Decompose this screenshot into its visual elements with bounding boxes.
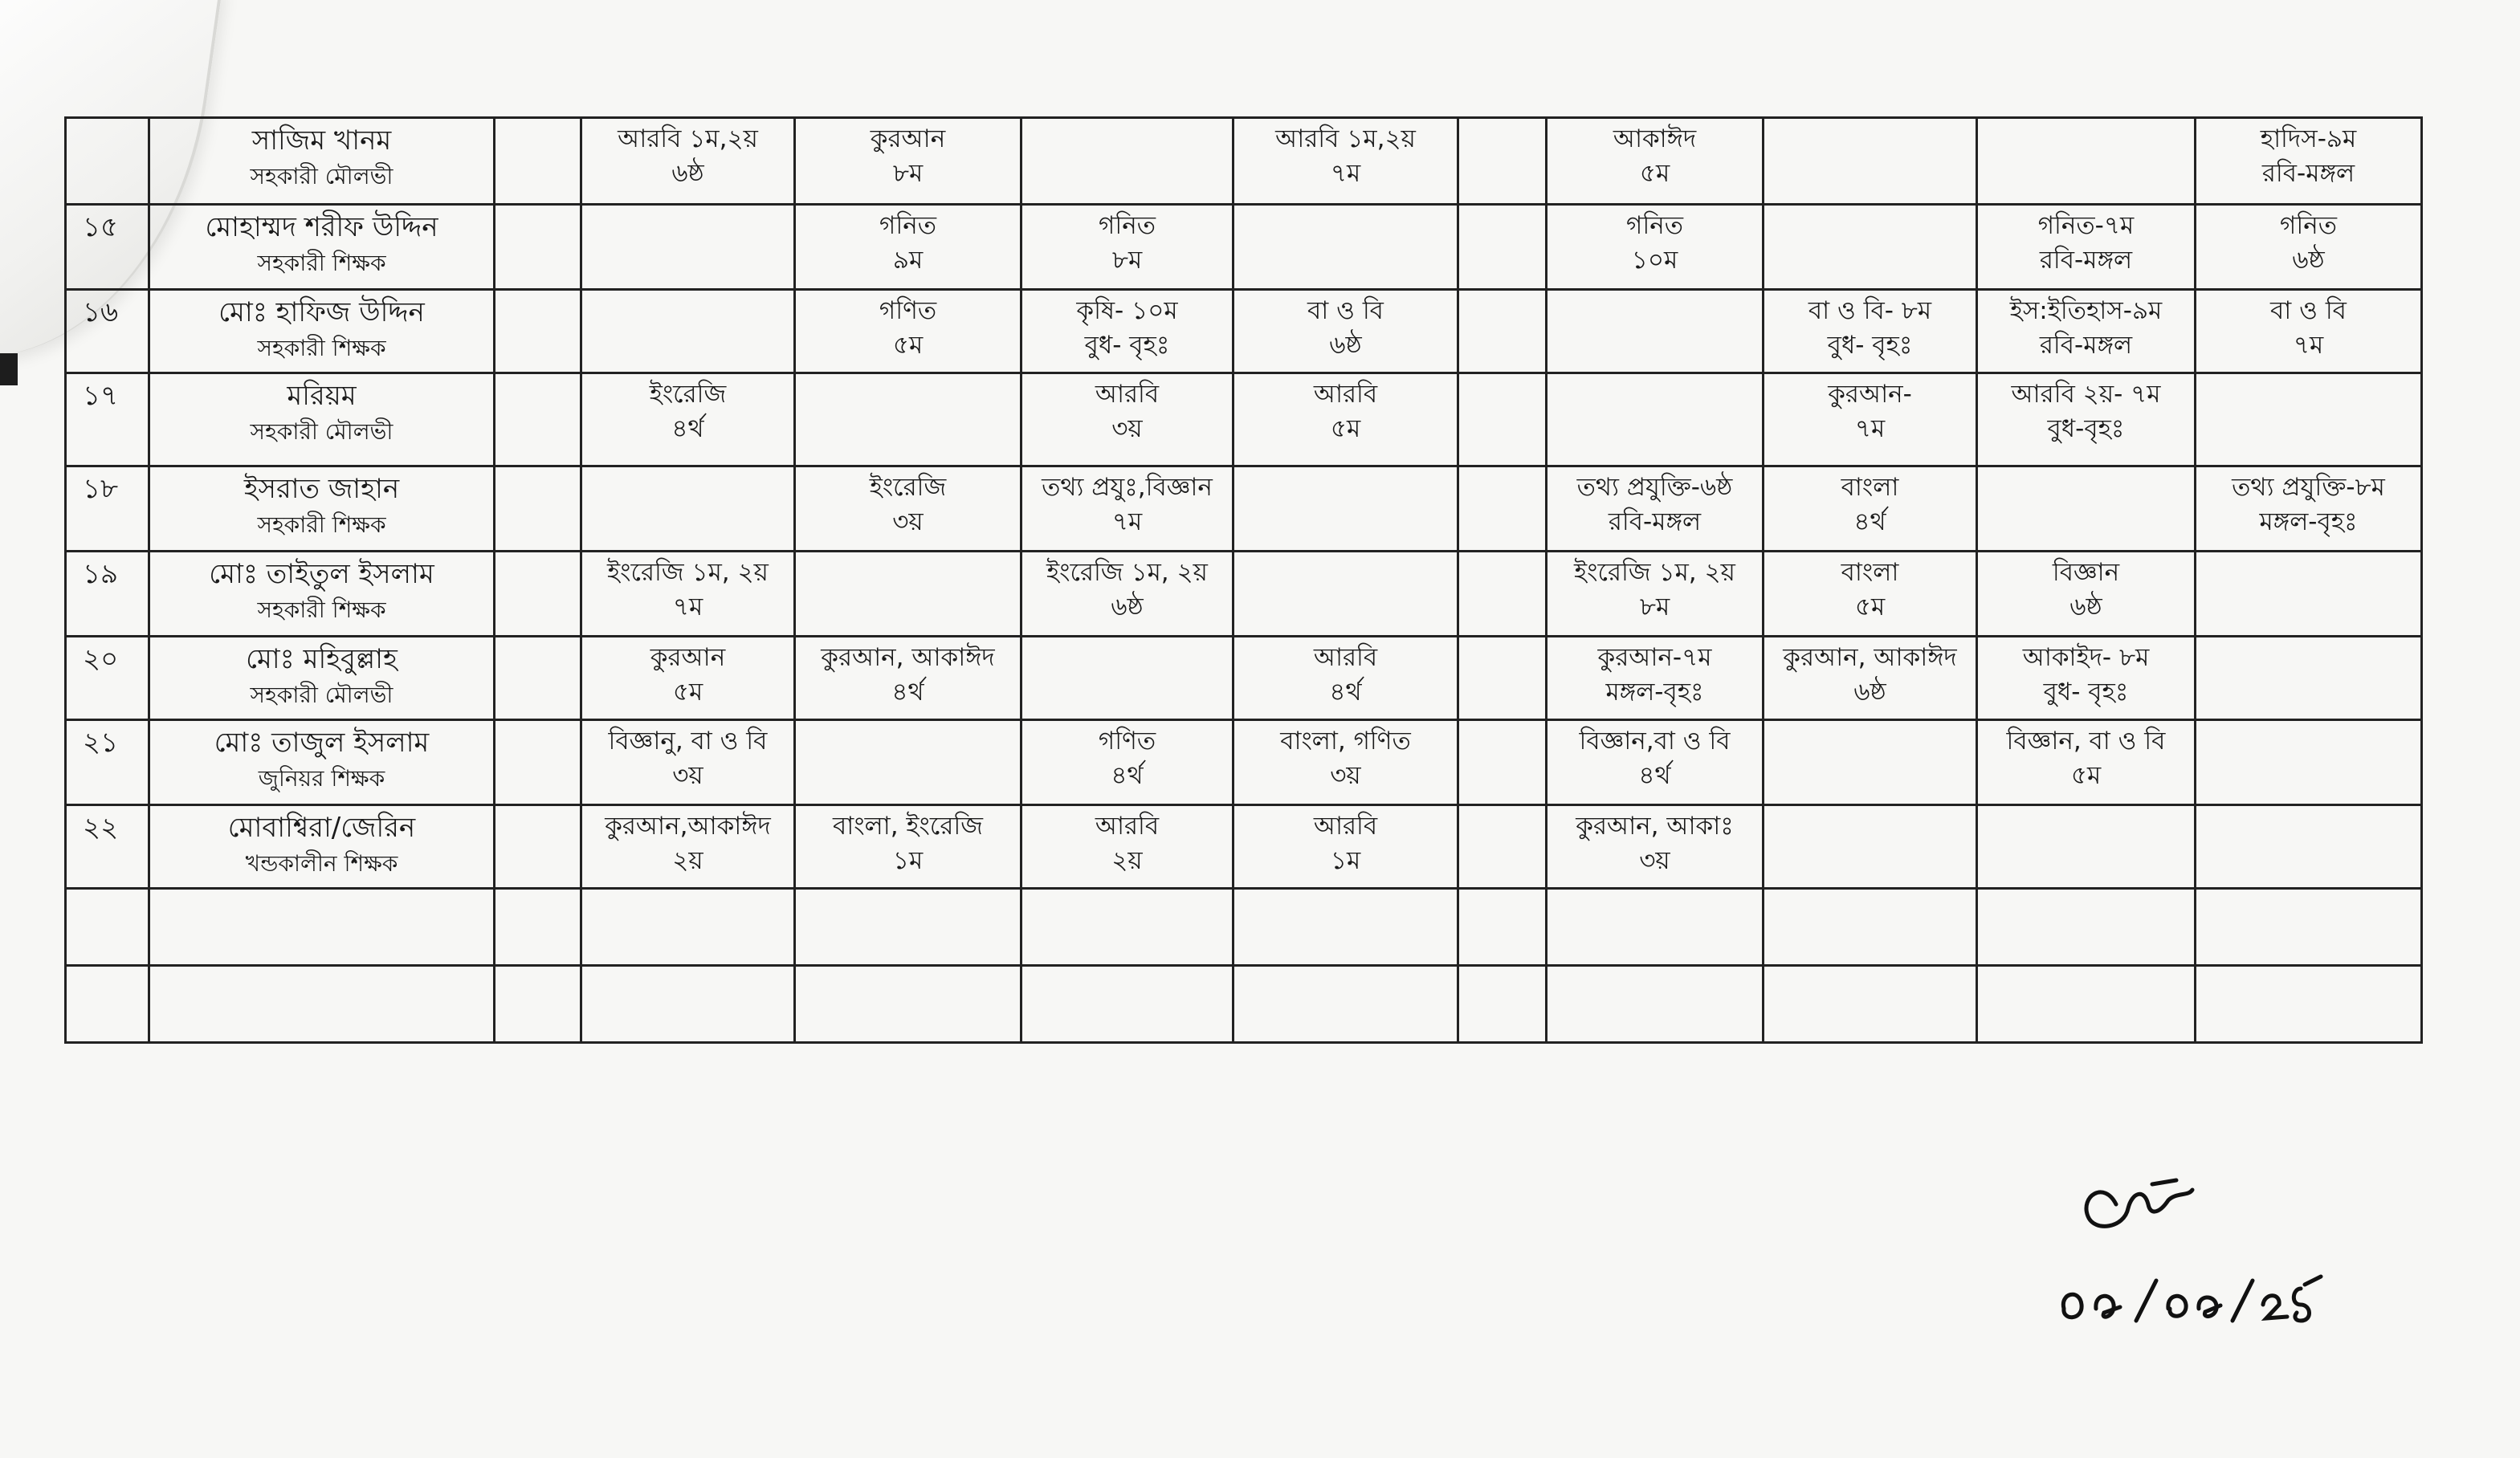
period-cell bbox=[1021, 118, 1233, 205]
subject-text: কুরআন, আকাঃ bbox=[1576, 812, 1734, 841]
period-cell bbox=[1547, 720, 1764, 805]
period-cell bbox=[581, 466, 795, 552]
class-text: ১ম bbox=[1330, 846, 1361, 876]
subject-text: আরবি bbox=[1095, 380, 1160, 409]
period-cell bbox=[2196, 637, 2422, 720]
period-cell bbox=[1233, 466, 1458, 552]
break-column-cell bbox=[495, 805, 581, 889]
period-cell bbox=[795, 290, 1021, 373]
class-text: ৫ম bbox=[1330, 414, 1361, 444]
serial-cell: ২০ bbox=[66, 637, 149, 720]
teacher-name: মোঃ তাজুল ইসলাম bbox=[214, 727, 430, 759]
period-cell bbox=[1021, 805, 1233, 889]
subject-text: তথ্য প্রযুক্তি-৬ষ্ঠ bbox=[1576, 473, 1733, 502]
subject-text: আরবি ১ম,২য় bbox=[1275, 124, 1416, 153]
subject-text: গনিত bbox=[1626, 211, 1683, 240]
period-cell bbox=[2196, 966, 2422, 1043]
period-cell bbox=[1764, 373, 1977, 466]
subject-text: ইংরেজি bbox=[869, 473, 947, 502]
teacher-cell bbox=[149, 552, 495, 637]
dark-edge-mark bbox=[0, 353, 18, 385]
class-text: ৬ষ্ঠ bbox=[1111, 593, 1144, 622]
teacher-designation: জুনিয়র শিক্ষক bbox=[258, 764, 385, 792]
period-cell bbox=[795, 720, 1021, 805]
subject-text: আকাইদ- ৮ম bbox=[2022, 643, 2150, 672]
period-cell bbox=[1547, 373, 1764, 466]
subject-text: কুরআন- bbox=[1828, 380, 1912, 409]
period-cell bbox=[1977, 373, 2196, 466]
teacher-cell bbox=[149, 118, 495, 205]
class-text: ৩য় bbox=[1639, 846, 1670, 876]
subject-text: আরবি ২য়- ৭ম bbox=[2011, 380, 2161, 409]
class-text: বুধ- বৃহঃ bbox=[1827, 331, 1913, 360]
break-column-cell bbox=[495, 552, 581, 637]
break-column-cell bbox=[1458, 805, 1547, 889]
period-cell bbox=[1547, 805, 1764, 889]
class-text: রবি-মঙ্গল bbox=[2261, 159, 2355, 189]
class-text: ৯ম bbox=[892, 246, 924, 275]
serial-cell bbox=[66, 118, 149, 205]
teacher-name: মোহাম্মদ শরীফ উদ্দিন bbox=[205, 211, 438, 243]
subject-text: গনিত bbox=[879, 211, 936, 240]
class-text: ৬ষ্ঠ bbox=[1853, 678, 1886, 707]
period-cell bbox=[1233, 720, 1458, 805]
teacher-cell bbox=[149, 637, 495, 720]
period-cell bbox=[1233, 966, 1458, 1043]
period-cell bbox=[581, 637, 795, 720]
table-row bbox=[66, 205, 2422, 290]
subject-text: ইংরেজি ১ম, ২য় bbox=[1574, 558, 1735, 587]
period-cell bbox=[1547, 466, 1764, 552]
class-text: ২য় bbox=[672, 846, 703, 876]
class-text: ১ম bbox=[892, 846, 924, 876]
class-text: ৪র্থ bbox=[671, 414, 704, 444]
period-cell bbox=[1977, 889, 2196, 966]
class-text: ৪র্থ bbox=[1329, 678, 1362, 707]
break-column-cell bbox=[1458, 720, 1547, 805]
period-cell bbox=[795, 805, 1021, 889]
break-column-cell bbox=[1458, 466, 1547, 552]
class-text: ৫ম bbox=[672, 678, 703, 707]
period-cell bbox=[2196, 205, 2422, 290]
period-cell bbox=[795, 373, 1021, 466]
period-cell bbox=[2196, 118, 2422, 205]
class-text: ৫ম bbox=[892, 331, 924, 360]
period-cell bbox=[795, 118, 1021, 205]
period-cell bbox=[795, 466, 1021, 552]
class-text: বুধ- বৃহঃ bbox=[1084, 331, 1170, 360]
period-cell bbox=[1233, 637, 1458, 720]
class-text: ৬ষ্ঠ bbox=[671, 159, 704, 189]
class-text: ১০ম bbox=[1631, 246, 1678, 275]
teacher-designation: সহকারী শিক্ষক bbox=[257, 249, 386, 276]
period-cell bbox=[581, 205, 795, 290]
period-cell bbox=[2196, 373, 2422, 466]
class-text: ৮ম bbox=[1639, 593, 1670, 622]
class-text: ৭ম bbox=[1111, 507, 1143, 537]
subject-text: ইংরেজি bbox=[649, 380, 727, 409]
period-cell bbox=[1764, 720, 1977, 805]
subject-text: আরবি ১ম,২য় bbox=[618, 124, 758, 153]
class-text: ৪র্থ bbox=[1853, 507, 1886, 537]
class-text: মঙ্গল-বৃহঃ bbox=[1605, 678, 1704, 707]
period-cell bbox=[581, 118, 795, 205]
teacher-cell bbox=[149, 205, 495, 290]
period-cell bbox=[1764, 637, 1977, 720]
break-column-cell bbox=[1458, 205, 1547, 290]
subject-text: কুরআন bbox=[650, 643, 726, 672]
serial-cell: ২২ bbox=[66, 805, 149, 889]
break-column-cell bbox=[495, 205, 581, 290]
table-row bbox=[66, 466, 2422, 552]
period-cell bbox=[1977, 205, 2196, 290]
period-cell bbox=[1764, 205, 1977, 290]
table-row bbox=[66, 373, 2422, 466]
break-column-cell bbox=[1458, 552, 1547, 637]
subject-text: কুরআন, আকাঈদ bbox=[1783, 643, 1957, 672]
period-cell bbox=[1764, 889, 1977, 966]
table-row bbox=[66, 720, 2422, 805]
subject-text: ইংরেজি ১ম, ২য় bbox=[607, 558, 769, 587]
subject-text: কুরআন, আকাঈদ bbox=[821, 643, 995, 672]
teacher-name: সাজিম খানম bbox=[251, 124, 392, 157]
period-cell bbox=[1764, 966, 1977, 1043]
subject-text: বা ও বি bbox=[1307, 296, 1384, 325]
class-text: ৩য় bbox=[892, 507, 924, 537]
period-cell bbox=[2196, 720, 2422, 805]
subject-text: গনিত bbox=[1099, 211, 1156, 240]
subject-text: গণিত bbox=[879, 296, 937, 325]
subject-text: আরবি bbox=[1313, 380, 1378, 409]
class-text: ৪র্থ bbox=[1111, 761, 1144, 791]
teacher-cell bbox=[149, 966, 495, 1043]
period-cell bbox=[1547, 205, 1764, 290]
subject-text: তথ্য প্রযুঃ,বিজ্ঞান bbox=[1042, 473, 1213, 502]
class-routine-table bbox=[64, 116, 2423, 1044]
serial-cell: ১৮ bbox=[66, 466, 149, 552]
period-cell bbox=[1021, 889, 1233, 966]
class-text: ২য় bbox=[1111, 846, 1143, 876]
period-cell bbox=[1547, 290, 1764, 373]
teacher-cell bbox=[149, 290, 495, 373]
teacher-name: মোবাশ্বিরা/জেরিন bbox=[227, 812, 416, 844]
subject-text: আরবি bbox=[1313, 812, 1378, 841]
break-column-cell bbox=[1458, 290, 1547, 373]
break-column-cell bbox=[495, 720, 581, 805]
class-text: ৭ম bbox=[672, 593, 703, 622]
break-column-cell bbox=[1458, 966, 1547, 1043]
table-row bbox=[66, 966, 2422, 1043]
class-text: ৭ম bbox=[1330, 159, 1361, 189]
teacher-designation: সহকারী শিক্ষক bbox=[257, 596, 386, 623]
break-column-cell bbox=[495, 466, 581, 552]
subject-text: বিজ্ঞান,বা ও বি bbox=[1579, 727, 1731, 755]
break-column-cell bbox=[495, 966, 581, 1043]
class-text: ৪র্থ bbox=[1638, 761, 1671, 791]
class-text: ৭ম bbox=[2293, 331, 2324, 360]
table-row bbox=[66, 637, 2422, 720]
teacher-cell bbox=[149, 889, 495, 966]
period-cell bbox=[1977, 118, 2196, 205]
class-text: ৭ম bbox=[1854, 414, 1886, 444]
period-cell bbox=[1021, 373, 1233, 466]
period-cell bbox=[2196, 466, 2422, 552]
period-cell bbox=[1547, 552, 1764, 637]
period-cell bbox=[2196, 889, 2422, 966]
period-cell bbox=[1233, 889, 1458, 966]
teacher-designation: সহকারী মৌলভী bbox=[250, 681, 393, 708]
class-text: ৩য় bbox=[672, 761, 703, 791]
subject-text: বাংলা bbox=[1841, 473, 1899, 502]
class-text: রবি-মঙ্গল bbox=[1608, 507, 1702, 537]
subject-text: হাদিস-৯ম bbox=[2260, 124, 2357, 153]
period-cell bbox=[1233, 205, 1458, 290]
serial-cell: ১৫ bbox=[66, 205, 149, 290]
teacher-designation: সহকারী মৌলভী bbox=[250, 162, 393, 189]
subject-text: আকাঈদ bbox=[1613, 124, 1697, 153]
period-cell bbox=[2196, 805, 2422, 889]
svg-text:০২/০৭/২৫: ০২/০৭/২৫ bbox=[2056, 1148, 2060, 1149]
subject-text: গনিত-৭ম bbox=[2037, 211, 2135, 240]
subject-text: বা ও বি- ৮ম bbox=[1808, 296, 1932, 325]
class-text: ৩য় bbox=[1111, 414, 1143, 444]
period-cell bbox=[1021, 205, 1233, 290]
class-text: ৮ম bbox=[892, 159, 924, 189]
class-text: ৫ম bbox=[2070, 761, 2102, 791]
period-cell bbox=[1547, 637, 1764, 720]
period-cell bbox=[1764, 805, 1977, 889]
class-text: রবি-মঙ্গল bbox=[2039, 331, 2133, 360]
subject-text: গনিত bbox=[2280, 211, 2337, 240]
class-text: ৬ষ্ঠ bbox=[2069, 593, 2102, 622]
period-cell bbox=[795, 205, 1021, 290]
teacher-cell bbox=[149, 805, 495, 889]
teacher-cell bbox=[149, 720, 495, 805]
period-cell bbox=[581, 805, 795, 889]
table-row bbox=[66, 290, 2422, 373]
class-text: ৫ম bbox=[1854, 593, 1886, 622]
break-column-cell bbox=[495, 373, 581, 466]
table-row bbox=[66, 805, 2422, 889]
period-cell bbox=[581, 966, 795, 1043]
break-column-cell bbox=[1458, 118, 1547, 205]
period-cell bbox=[1977, 637, 2196, 720]
period-cell bbox=[1977, 966, 2196, 1043]
teacher-name: মোঃ মহিবুল্লাহ bbox=[246, 643, 398, 675]
break-column-cell bbox=[495, 637, 581, 720]
serial-cell: ২১ bbox=[66, 720, 149, 805]
period-cell bbox=[1233, 118, 1458, 205]
period-cell bbox=[581, 552, 795, 637]
table-row bbox=[66, 889, 2422, 966]
period-cell bbox=[1977, 805, 2196, 889]
break-column-cell bbox=[495, 118, 581, 205]
teacher-name: মোঃ তাইতুল ইসলাম bbox=[209, 558, 434, 590]
subject-text: বা ও বি bbox=[2270, 296, 2347, 325]
teacher-cell bbox=[149, 373, 495, 466]
serial-cell bbox=[66, 889, 149, 966]
subject-text: আরবি bbox=[1095, 812, 1160, 841]
period-cell bbox=[1233, 373, 1458, 466]
period-cell bbox=[1547, 966, 1764, 1043]
period-cell bbox=[1764, 118, 1977, 205]
period-cell bbox=[1021, 552, 1233, 637]
period-cell bbox=[581, 373, 795, 466]
period-cell bbox=[1977, 290, 2196, 373]
period-cell bbox=[2196, 552, 2422, 637]
period-cell bbox=[581, 290, 795, 373]
period-cell bbox=[581, 889, 795, 966]
subject-text: তথ্য প্রযুক্তি-৮ম bbox=[2232, 473, 2385, 502]
class-text: রবি-মঙ্গল bbox=[2039, 246, 2133, 275]
routine-body bbox=[66, 118, 2422, 1043]
subject-text: গণিত bbox=[1098, 727, 1156, 755]
period-cell bbox=[1233, 805, 1458, 889]
period-cell bbox=[1977, 466, 2196, 552]
serial-cell: ১৭ bbox=[66, 373, 149, 466]
subject-text: কুরআন-৭ম bbox=[1597, 643, 1712, 672]
period-cell bbox=[581, 720, 795, 805]
break-column-cell bbox=[495, 889, 581, 966]
class-text: ৬ষ্ঠ bbox=[2292, 246, 2325, 275]
teacher-designation: সহকারী শিক্ষক bbox=[257, 511, 386, 538]
period-cell bbox=[1977, 720, 2196, 805]
class-text: ৮ম bbox=[1111, 246, 1143, 275]
period-cell bbox=[1021, 966, 1233, 1043]
subject-text: বাংলা, গণিত bbox=[1280, 727, 1411, 755]
class-text: ৬ষ্ঠ bbox=[1329, 331, 1362, 360]
period-cell bbox=[1021, 637, 1233, 720]
period-cell bbox=[2196, 290, 2422, 373]
subject-text: বিজ্ঞান bbox=[2052, 558, 2120, 587]
subject-text: কুরআন bbox=[870, 124, 946, 153]
subject-text: কুরআন,আকাঈদ bbox=[605, 812, 771, 841]
table-row bbox=[66, 552, 2422, 637]
subject-text: ইস:ইতিহাস-৯ম bbox=[2009, 296, 2163, 325]
break-column-cell bbox=[1458, 373, 1547, 466]
teacher-name: মোঃ হাফিজ উদ্দিন bbox=[218, 296, 425, 328]
teacher-name: ইসরাত জাহান bbox=[243, 473, 400, 505]
subject-text: বাংলা, ইংরেজি bbox=[833, 812, 983, 841]
subject-text: আরবি bbox=[1313, 643, 1378, 672]
period-cell bbox=[795, 552, 1021, 637]
period-cell bbox=[1233, 290, 1458, 373]
teacher-cell bbox=[149, 466, 495, 552]
period-cell bbox=[1547, 889, 1764, 966]
table-row bbox=[66, 118, 2422, 205]
class-text: ৩য় bbox=[1330, 761, 1361, 791]
period-cell bbox=[1764, 552, 1977, 637]
subject-text: বিজ্ঞান, বা ও বি bbox=[2006, 727, 2166, 755]
teacher-designation: খন্ডকালীন শিক্ষক bbox=[245, 849, 398, 877]
period-cell bbox=[1764, 290, 1977, 373]
subject-text: বাংলা bbox=[1841, 558, 1899, 587]
class-text: ৪র্থ bbox=[891, 678, 924, 707]
period-cell bbox=[1977, 552, 2196, 637]
break-column-cell bbox=[1458, 889, 1547, 966]
class-text: মঙ্গল-বৃহঃ bbox=[2259, 507, 2358, 537]
serial-cell: ১৬ bbox=[66, 290, 149, 373]
subject-text: বিজ্ঞানু, বা ও বি bbox=[608, 727, 768, 755]
period-cell bbox=[795, 637, 1021, 720]
period-cell bbox=[1021, 290, 1233, 373]
period-cell bbox=[795, 966, 1021, 1043]
handwritten-signature-and-date bbox=[2056, 1148, 2377, 1341]
class-text: বুধ-বৃহঃ bbox=[2047, 414, 2125, 444]
subject-text: কৃষি- ১০ম bbox=[1076, 296, 1178, 325]
teacher-designation: সহকারী মৌলভী bbox=[250, 417, 393, 445]
period-cell bbox=[795, 889, 1021, 966]
class-text: ৫ম bbox=[1639, 159, 1670, 189]
period-cell bbox=[1764, 466, 1977, 552]
period-cell bbox=[1021, 466, 1233, 552]
teacher-designation: সহকারী শিক্ষক bbox=[257, 334, 386, 361]
teacher-name: মরিয়ম bbox=[287, 380, 357, 412]
break-column-cell bbox=[495, 290, 581, 373]
class-text: বুধ- বৃহঃ bbox=[2043, 678, 2129, 707]
break-column-cell bbox=[1458, 637, 1547, 720]
serial-cell: ১৯ bbox=[66, 552, 149, 637]
period-cell bbox=[1547, 118, 1764, 205]
period-cell bbox=[1021, 720, 1233, 805]
period-cell bbox=[1233, 552, 1458, 637]
serial-cell bbox=[66, 966, 149, 1043]
subject-text: ইংরেজি ১ম, ২য় bbox=[1046, 558, 1208, 587]
